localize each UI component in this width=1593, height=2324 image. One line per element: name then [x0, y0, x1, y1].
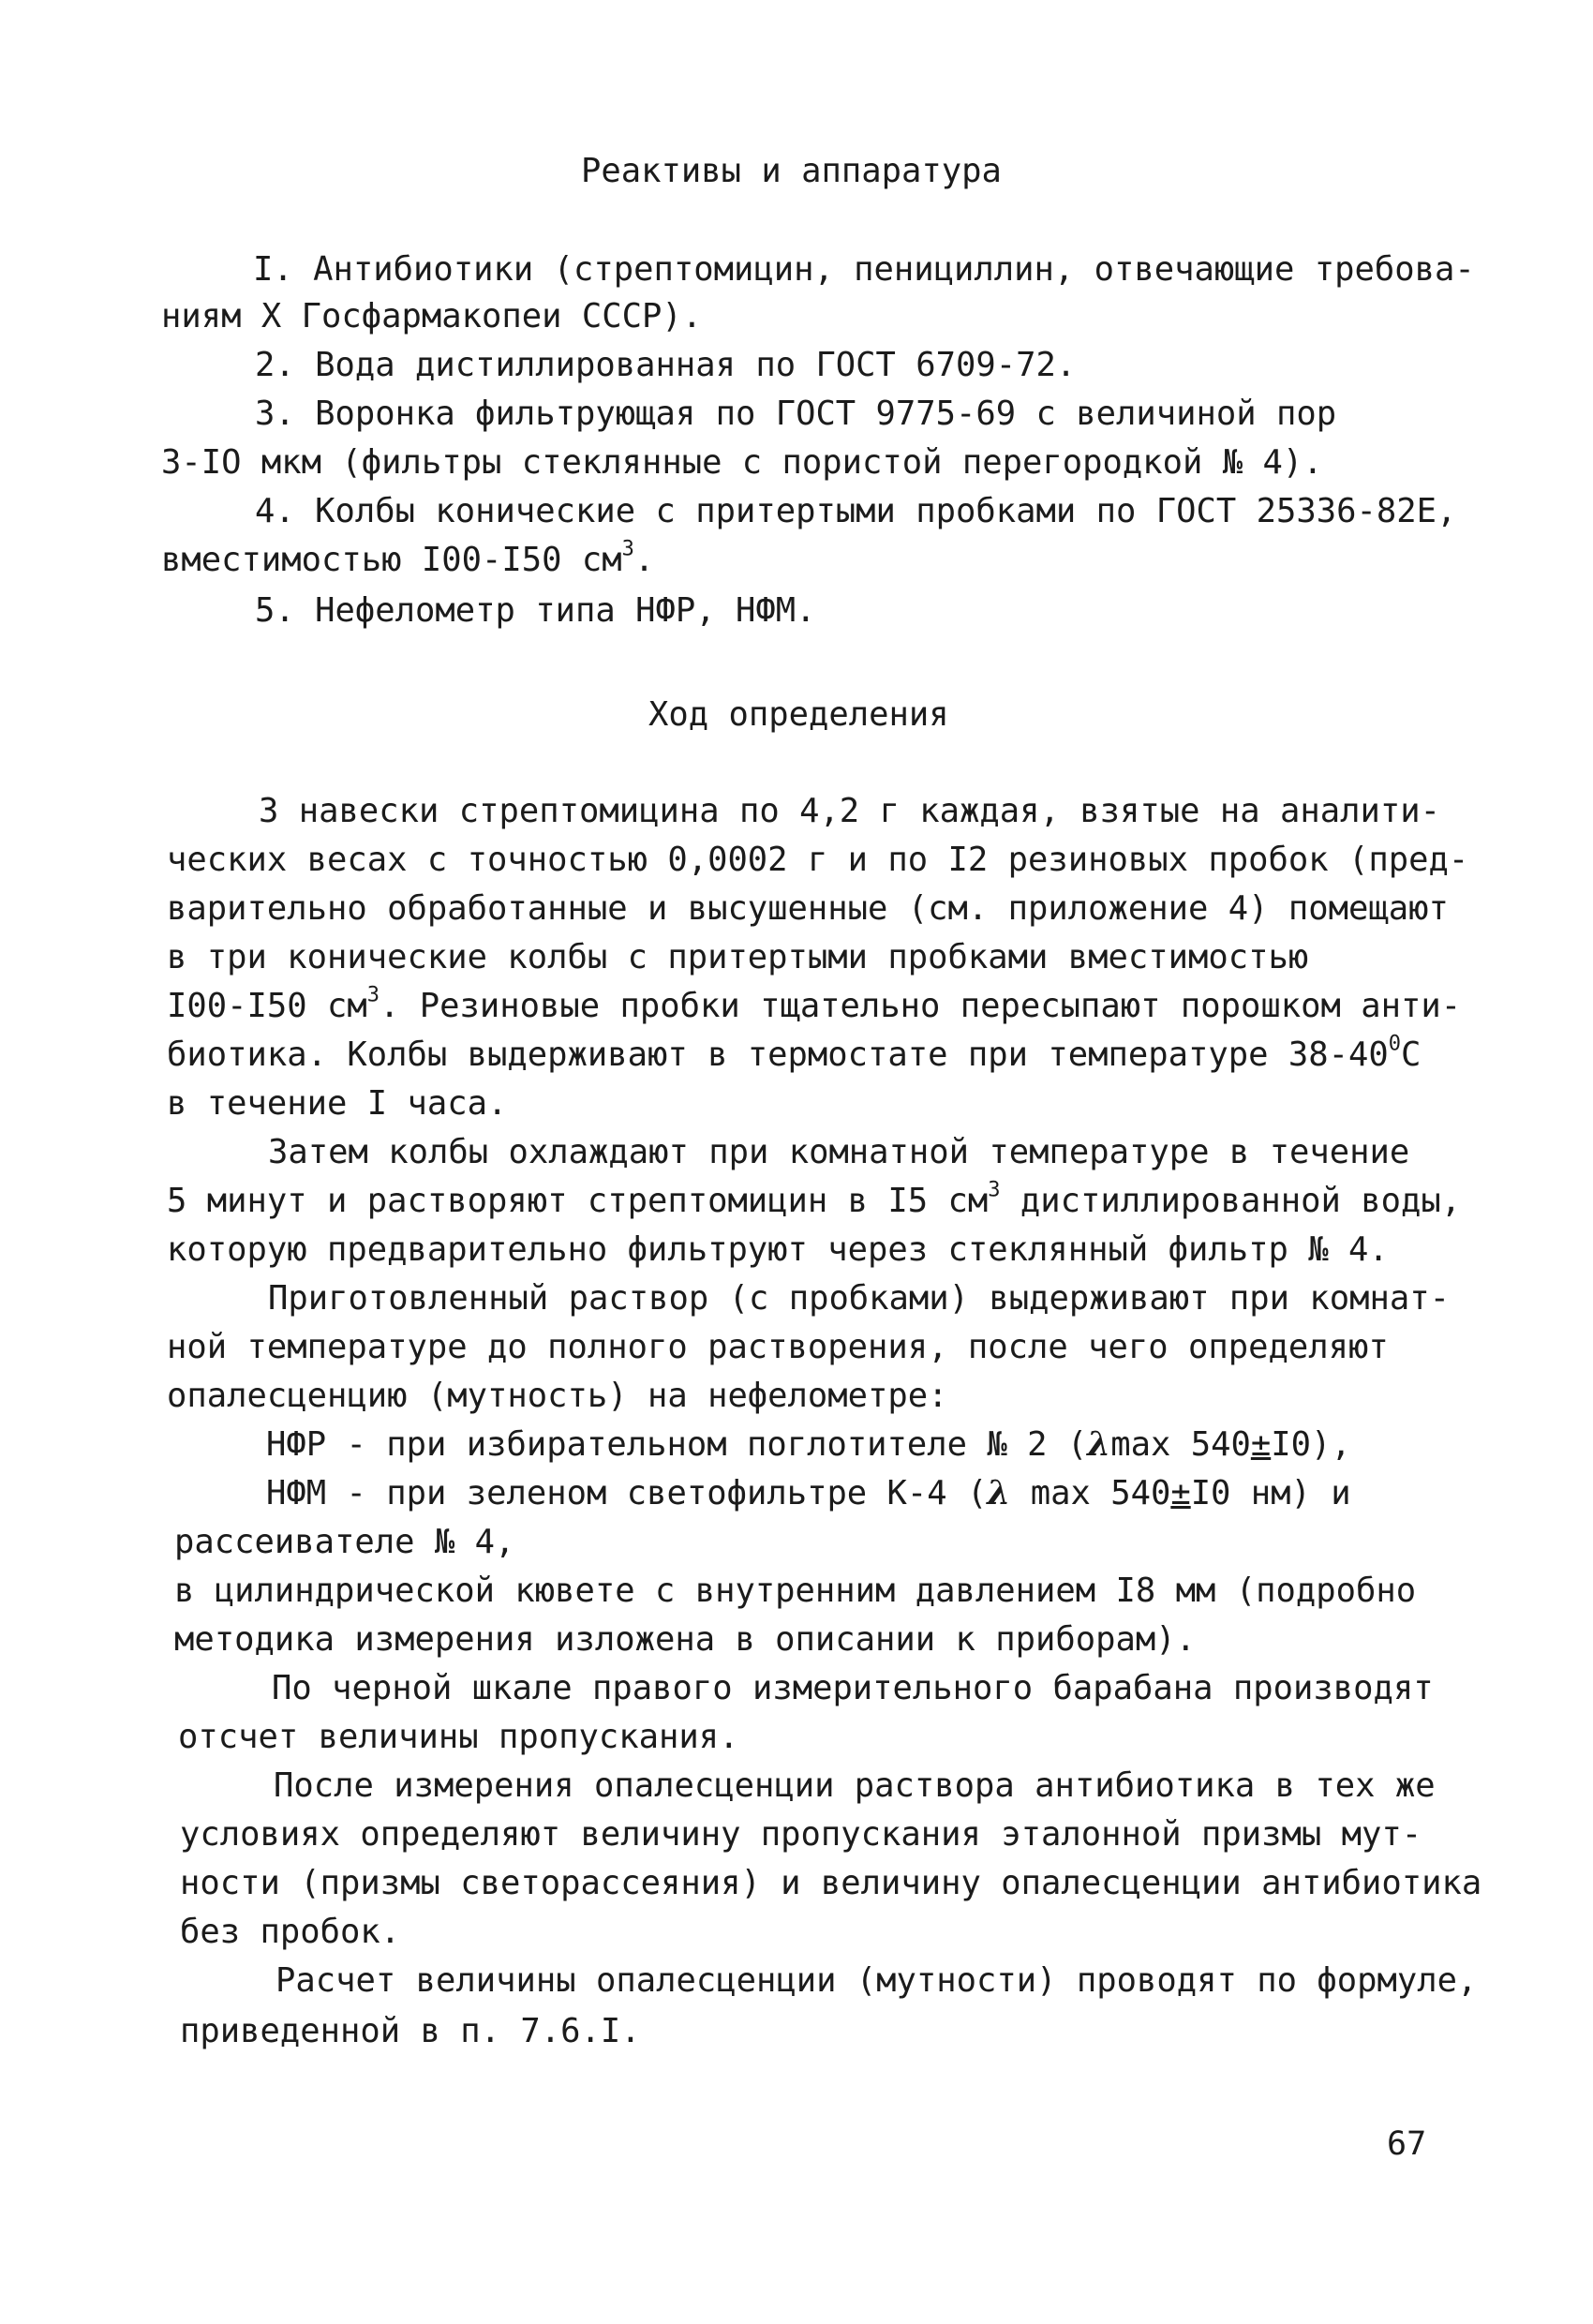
- reagent-item-2: 2. Вода дистиллированная по ГОСТ 6709-72.: [255, 346, 1077, 384]
- procedure-p1-line-4: в три конические колбы с притертыми пробками вместимостью: [167, 938, 1309, 976]
- nfr-text: НФР - при избирательном поглотителе № 2 (: [266, 1425, 1088, 1464]
- nfm-line: [266, 1474, 1351, 1512]
- nfm-end: I0 нм) и: [1190, 1474, 1351, 1512]
- lambda-symbol: λ: [987, 1474, 1011, 1512]
- lambda-symbol: λ: [1087, 1425, 1111, 1464]
- reagent-item-1-line-2: ниям X Госфармакопеи СССР).: [161, 297, 703, 335]
- superscript-3: 3: [621, 537, 634, 561]
- procedure-p1-line-6-b: С: [1401, 1035, 1422, 1074]
- nfm-max: max 540: [1010, 1474, 1171, 1512]
- procedure-p2-line-3: которую предварительно фильтруют через стеклянный фильтр № 4.: [167, 1230, 1389, 1269]
- superscript-3: 3: [366, 983, 380, 1007]
- plus-minus-symbol: ±: [1170, 1474, 1191, 1512]
- procedure-p5-line-2: отсчет величины пропускания.: [178, 1718, 739, 1756]
- procedure-p1-line-5-b: . Резиновые пробки тщательно пересыпают порошком анти-: [379, 987, 1462, 1025]
- superscript-3: 3: [988, 1178, 1001, 1202]
- procedure-p1-line-7: в течение I часа.: [167, 1084, 508, 1123]
- procedure-p1-line-2: ческих весах с точностью 0,0002 г и по I2 резиновых пробок (пред-: [167, 841, 1469, 879]
- procedure-p1-line-1: 3 навески стрептомицина по 4,2 г каждая, взятые на аналити-: [259, 792, 1440, 830]
- plus-minus-symbol: ±: [1250, 1425, 1272, 1464]
- procedure-p7-line-2: приведенной в п. 7.6.I.: [180, 2012, 641, 2050]
- procedure-p6-line-1: После измерения опалесценции раствора антибиотика в тех же: [274, 1766, 1436, 1805]
- procedure-p6-line-3: ности (призмы светорассеяния) и величину опалесценции антибиотика: [180, 1864, 1482, 1902]
- procedure-p4-line-1: в цилиндрической кювете с внутренним давлением I8 мм (подробно: [174, 1572, 1417, 1610]
- procedure-p3-line-1: Приготовленный раствор (с пробками) выдерживают при комнат-: [268, 1279, 1450, 1318]
- procedure-p3-line-2: ной температуре до полного растворения, после чего определяют: [167, 1328, 1389, 1366]
- nfm-line-2: рассеивателе № 4,: [174, 1523, 515, 1561]
- reagent-item-4-line-1: 4. Колбы конические с притертыми пробками по ГОСТ 25336-82Е,: [255, 492, 1457, 530]
- procedure-p1-line-6-a: биотика. Колбы выдерживают в термостате при температуре 38-40: [167, 1035, 1389, 1074]
- page-number: 67: [1387, 2125, 1427, 2163]
- procedure-p6-line-4: без пробок.: [180, 1913, 401, 1951]
- reagent-item-5: 5. Нефелометр типа НФР, НФМ.: [255, 591, 816, 630]
- procedure-p1-line-5: [167, 983, 1462, 1025]
- reagent-item-3-line-2: 3-IO мкм (фильтры стеклянные с пористой перегородкой № 4).: [161, 443, 1323, 482]
- nfr-line: [266, 1425, 1351, 1464]
- procedure-p1-line-3: варительно обработанные и высушенные (см. приложение 4) помещают: [167, 889, 1449, 928]
- reagent-item-3-line-1: 3. Воронка фильтрующая по ГОСТ 9775-69 с величиной пор: [255, 395, 1337, 433]
- procedure-p1-line-5-a: I00-I50 см: [167, 987, 367, 1025]
- nfm-text: НФМ - при зеленом светофильтре К-4 (: [266, 1474, 988, 1512]
- procedure-p2-line-1: Затем колбы охлаждают при комнатной температуре в течение: [268, 1133, 1410, 1171]
- reagent-item-4-line-2: [161, 537, 655, 579]
- section-title-procedure: Ход определения: [648, 695, 949, 734]
- procedure-p1-line-6: [167, 1032, 1422, 1074]
- procedure-p6-line-2: условиях определяют величину пропускания эталонной призмы мут-: [180, 1815, 1422, 1854]
- superscript-degree: 0: [1388, 1032, 1401, 1056]
- nfr-max: max 540: [1110, 1425, 1251, 1464]
- reagent-item-1-line-1: I. Антибиотики (стрептомицин, пенициллин, отвечающие требова-: [253, 250, 1475, 289]
- procedure-p2-line-2-b: дистиллированной воды,: [1000, 1182, 1462, 1220]
- section-title-reagents: Реактивы и аппаратура: [581, 152, 1002, 190]
- procedure-p4-line-2: методика измерения изложена в описании к приборам).: [174, 1620, 1197, 1659]
- procedure-p3-line-3: опалесценцию (мутность) на нефелометре:: [167, 1377, 948, 1415]
- nfr-end: I0),: [1271, 1425, 1351, 1464]
- procedure-p2-line-2: [167, 1178, 1462, 1220]
- procedure-p2-line-2-a: 5 минут и растворяют стрептомицин в I5 см: [167, 1182, 989, 1220]
- reagent-item-4-text: вместимостью I00-I50 см: [161, 541, 622, 579]
- reagent-item-4-end: .: [633, 541, 655, 579]
- procedure-p7-line-1: Расчет величины опалесценции (мутности) проводят по формуле,: [275, 1961, 1478, 2000]
- procedure-p5-line-1: По черной шкале правого измерительного барабана производят: [272, 1669, 1434, 1707]
